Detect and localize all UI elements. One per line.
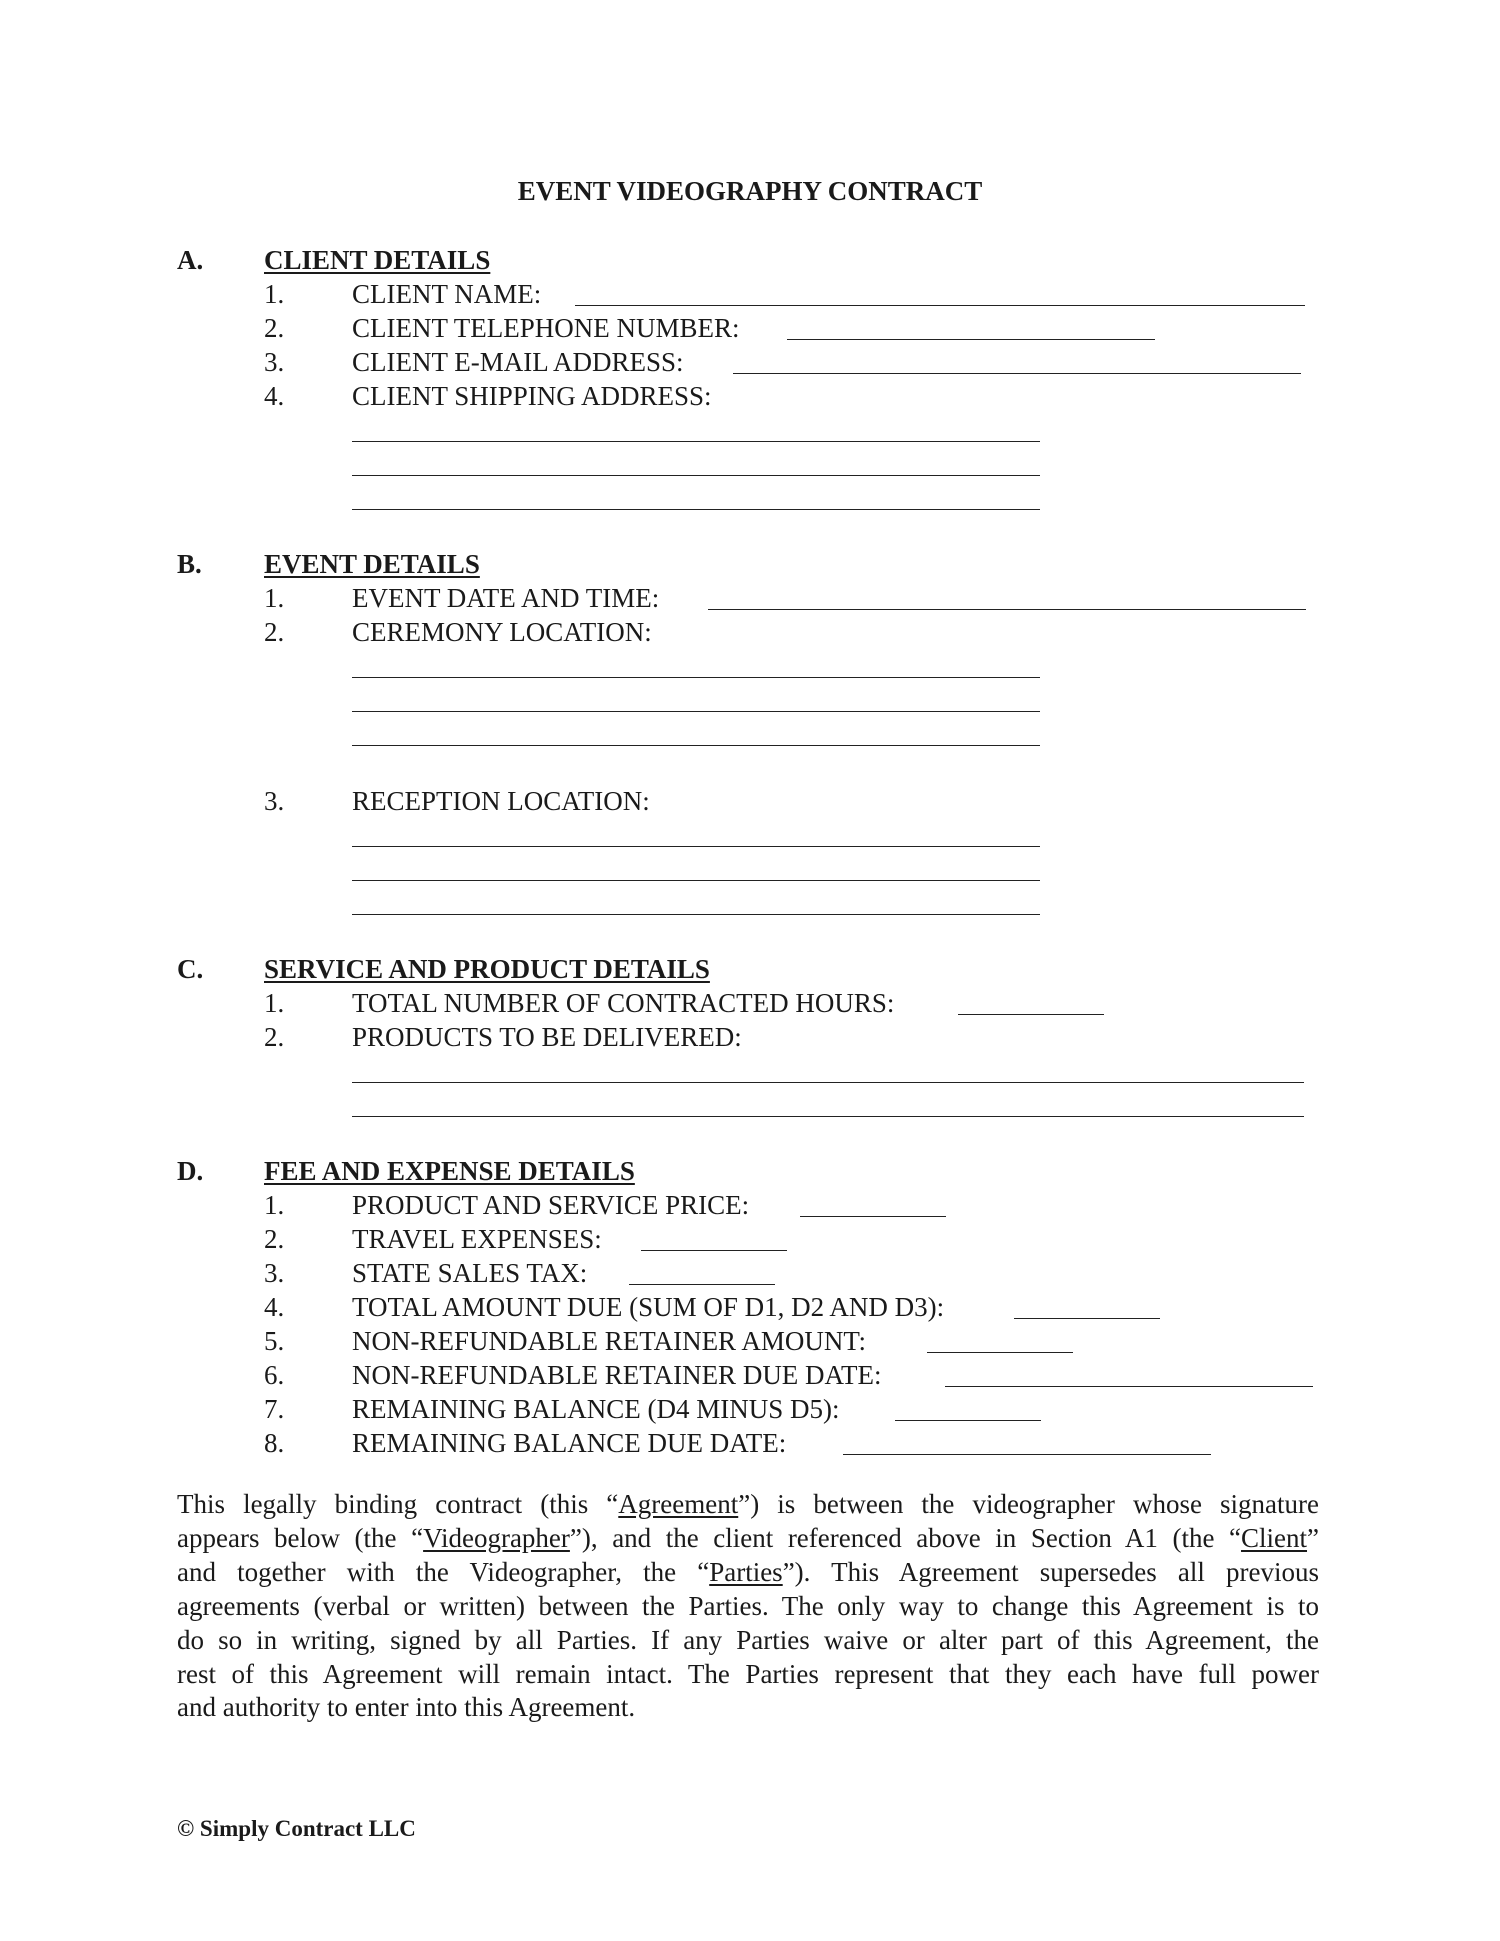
d4-label: TOTAL AMOUNT DUE (SUM OF D1, D2 AND D3):: [352, 1292, 945, 1322]
reception-location-line-2[interactable]: [352, 880, 1040, 881]
client-name-field[interactable]: [575, 305, 1305, 306]
retainer-due-date-field[interactable]: [945, 1386, 1313, 1387]
agreement-line-3: and together with the Videographer, the “Parties”). This Agreement supersedes all previous: [177, 1556, 1319, 1587]
c1-label: TOTAL NUMBER OF CONTRACTED HOURS:: [352, 988, 895, 1018]
a1-number: 1.: [264, 279, 285, 309]
defined-term-client: Client: [1241, 1522, 1308, 1553]
client-email-field[interactable]: [733, 373, 1301, 374]
retainer-amount-field[interactable]: [927, 1352, 1073, 1353]
ceremony-location-line-1[interactable]: [352, 677, 1040, 678]
total-amount-field[interactable]: [1014, 1318, 1160, 1319]
shipping-address-line-2[interactable]: [352, 475, 1040, 476]
d1-label: PRODUCT AND SERVICE PRICE:: [352, 1190, 750, 1220]
section-a-heading: CLIENT DETAILS: [264, 245, 491, 275]
section-b-heading: EVENT DETAILS: [264, 549, 480, 579]
d5-label: NON-REFUNDABLE RETAINER AMOUNT:: [352, 1326, 866, 1356]
d6-number: 6.: [264, 1360, 285, 1390]
ceremony-location-line-3[interactable]: [352, 745, 1040, 746]
c2-number: 2.: [264, 1022, 285, 1052]
agreement-line-2: appears below (the “Videographer”), and the client referenced above in Section A1 (the “Client”: [177, 1522, 1319, 1553]
b3-label: RECEPTION LOCATION:: [352, 786, 650, 816]
sales-tax-field[interactable]: [629, 1284, 775, 1285]
remaining-balance-field[interactable]: [895, 1420, 1041, 1421]
b1-number: 1.: [264, 583, 285, 613]
products-line-1[interactable]: [352, 1082, 1304, 1083]
contracted-hours-field[interactable]: [958, 1014, 1104, 1015]
a3-label: CLIENT E-MAIL ADDRESS:: [352, 347, 684, 377]
agreement-line-5: do so in writing, signed by all Parties. If any Parties waive or alter part of this Agreement, the: [177, 1624, 1319, 1655]
section-d-heading: FEE AND EXPENSE DETAILS: [264, 1156, 635, 1186]
d8-label: REMAINING BALANCE DUE DATE:: [352, 1428, 787, 1458]
agreement-line-4: agreements (verbal or written) between the Parties. The only way to change this Agreement is to: [177, 1590, 1319, 1621]
agreement-line-1: This legally binding contract (this “Agreement”) is between the videographer whose signature: [177, 1489, 1319, 1519]
b2-number: 2.: [264, 617, 285, 647]
a2-label: CLIENT TELEPHONE NUMBER:: [352, 313, 740, 343]
d7-label: REMAINING BALANCE (D4 MINUS D5):: [352, 1394, 840, 1424]
section-c-heading: SERVICE AND PRODUCT DETAILS: [264, 954, 710, 984]
d3-label: STATE SALES TAX:: [352, 1258, 588, 1288]
section-c-letter: C.: [177, 954, 204, 984]
agreement-line-7: and authority to enter into this Agreement.: [177, 1692, 636, 1723]
service-price-field[interactable]: [800, 1216, 946, 1217]
balance-due-date-field[interactable]: [843, 1454, 1211, 1455]
ceremony-location-line-2[interactable]: [352, 711, 1040, 712]
b3-number: 3.: [264, 786, 285, 816]
reception-location-line-1[interactable]: [352, 846, 1040, 847]
d8-number: 8.: [264, 1428, 285, 1458]
a3-number: 3.: [264, 347, 285, 377]
travel-expenses-field[interactable]: [641, 1250, 787, 1251]
b2-label: CEREMONY LOCATION:: [352, 617, 652, 647]
d4-number: 4.: [264, 1292, 285, 1322]
agreement-line-6: rest of this Agreement will remain intact. The Parties represent that they each have full power: [177, 1658, 1319, 1689]
client-telephone-field[interactable]: [787, 339, 1155, 340]
copyright-footer: © Simply Contract LLC: [177, 1816, 416, 1841]
event-date-time-field[interactable]: [708, 609, 1306, 610]
c2-label: PRODUCTS TO BE DELIVERED:: [352, 1022, 742, 1052]
d3-number: 3.: [264, 1258, 285, 1288]
shipping-address-line-3[interactable]: [352, 509, 1040, 510]
a2-number: 2.: [264, 313, 285, 343]
b1-label: EVENT DATE AND TIME:: [352, 583, 660, 613]
defined-term-parties: Parties: [709, 1556, 783, 1587]
c1-number: 1.: [264, 988, 285, 1018]
d2-label: TRAVEL EXPENSES:: [352, 1224, 602, 1254]
section-a-letter: A.: [177, 245, 204, 275]
section-b-letter: B.: [177, 549, 202, 579]
defined-term-agreement: Agreement: [618, 1489, 739, 1519]
defined-term-videographer: Videographer: [423, 1522, 570, 1553]
d6-label: NON-REFUNDABLE RETAINER DUE DATE:: [352, 1360, 882, 1390]
agreement-paragraph: [177, 1488, 1319, 1725]
products-line-2[interactable]: [352, 1116, 1304, 1117]
d2-number: 2.: [264, 1224, 285, 1254]
a4-label: CLIENT SHIPPING ADDRESS:: [352, 381, 712, 411]
section-d-letter: D.: [177, 1156, 204, 1186]
reception-location-line-3[interactable]: [352, 914, 1040, 915]
d1-number: 1.: [264, 1190, 285, 1220]
document-title: EVENT VIDEOGRAPHY CONTRACT: [517, 176, 983, 206]
d7-number: 7.: [264, 1394, 285, 1424]
shipping-address-line-1[interactable]: [352, 441, 1040, 442]
a4-number: 4.: [264, 381, 285, 411]
d5-number: 5.: [264, 1326, 285, 1356]
a1-label: CLIENT NAME:: [352, 279, 542, 309]
